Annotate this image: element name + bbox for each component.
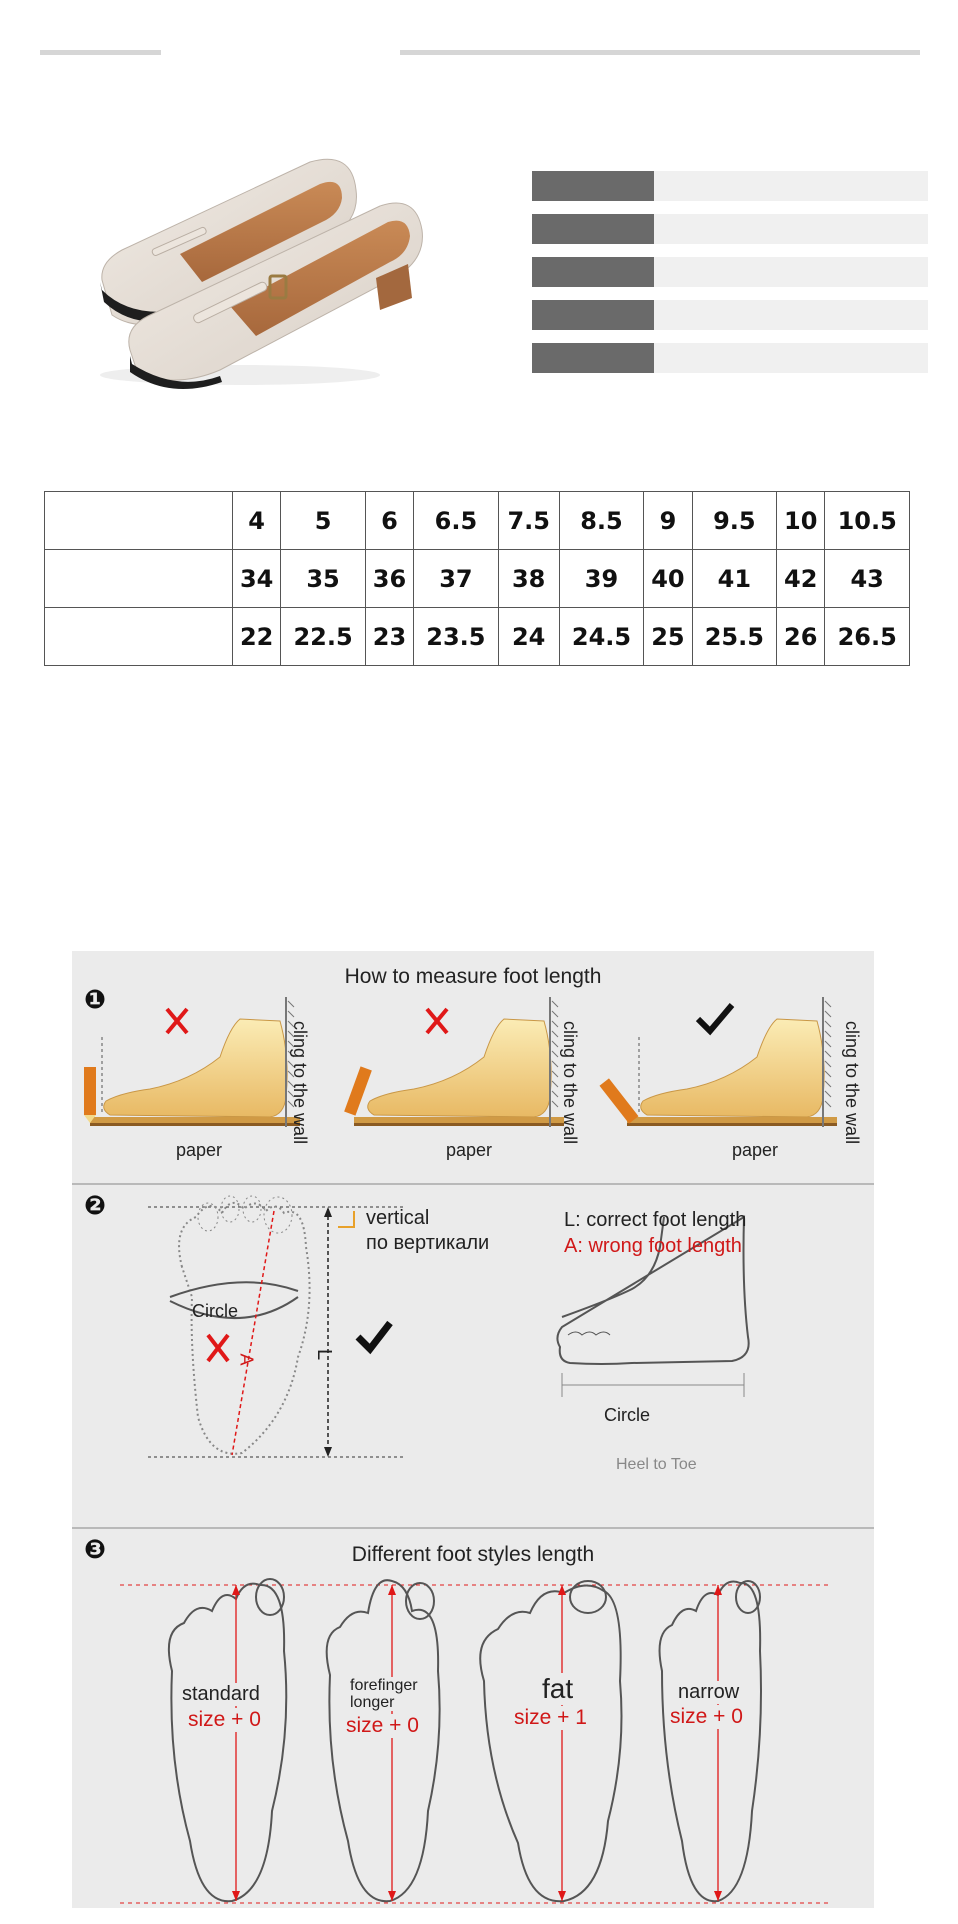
circle-label-side: Circle <box>604 1405 651 1425</box>
size-row-label <box>45 492 233 550</box>
vertical-label: vertical <box>366 1207 430 1229</box>
size-cell: 26.5 <box>825 608 910 666</box>
check-mark-icon <box>698 1005 732 1031</box>
correct-length-legend: L: correct foot length <box>564 1209 747 1231</box>
measure-panels-illustration <box>72 991 874 1131</box>
foot-length-diagram <box>72 1187 874 1467</box>
spec-row-label-block <box>532 257 654 287</box>
section-1-title: How to measure foot length <box>344 965 602 988</box>
spec-row-label-block <box>532 214 654 244</box>
foot-style-size: size + 0 <box>188 1708 261 1731</box>
spec-row-label-block <box>532 171 654 201</box>
wrong-length-legend: A: wrong foot length <box>564 1235 742 1257</box>
size-cell: 23 <box>365 608 413 666</box>
size-cell: 22.5 <box>281 608 366 666</box>
paper-label: paper <box>732 1140 779 1160</box>
size-row-label <box>45 608 233 666</box>
spec-row-label-block <box>532 343 654 373</box>
size-cell: 6.5 <box>414 492 499 550</box>
size-cell: 22 <box>233 608 281 666</box>
shoe-product-image <box>90 150 430 390</box>
size-cell: 35 <box>281 550 366 608</box>
step-3-badge: ❸ <box>84 1534 107 1564</box>
size-cell: 23.5 <box>414 608 499 666</box>
wall-label: cling to the wall <box>290 1021 310 1145</box>
size-cell: 41 <box>692 550 777 608</box>
size-cell: 34 <box>233 550 281 608</box>
foot-style-name: fat <box>542 1673 574 1704</box>
wall-label: cling to the wall <box>560 1021 580 1145</box>
size-cell: 24.5 <box>559 608 644 666</box>
size-cell: 37 <box>414 550 499 608</box>
paper-label: paper <box>176 1140 223 1160</box>
wrong-mark-icon <box>427 1009 447 1033</box>
foot-styles-illustration <box>72 1571 874 1908</box>
vertical-label-ru: по вертикали <box>366 1232 490 1254</box>
step-1-badge: ❶ <box>84 984 107 1014</box>
circle-label: Circle <box>192 1301 239 1321</box>
wrong-mark-icon <box>167 1009 187 1033</box>
size-cell: 43 <box>825 550 910 608</box>
foot-style-name: standard <box>182 1683 260 1705</box>
heel-to-toe-label: Heel to Toe <box>616 1456 697 1473</box>
size-row-cm <box>45 608 910 666</box>
size-chart-table <box>44 491 910 666</box>
foot-style-size: size + 1 <box>514 1706 587 1729</box>
size-row-label <box>45 550 233 608</box>
spec-row <box>532 300 928 330</box>
header-divider-right <box>400 50 920 55</box>
size-cell: 36 <box>365 550 413 608</box>
size-cell: 25.5 <box>692 608 777 666</box>
spec-row <box>532 171 928 201</box>
size-cell: 9.5 <box>692 492 777 550</box>
foot-style-size: size + 0 <box>346 1714 419 1737</box>
size-cell: 38 <box>498 550 559 608</box>
size-cell: 6 <box>365 492 413 550</box>
section-divider <box>72 1183 874 1185</box>
section-3-title: Different foot styles length <box>351 1543 595 1566</box>
size-cell: 40 <box>644 550 692 608</box>
spec-row <box>532 214 928 244</box>
step-2-badge: ❷ <box>84 1190 107 1220</box>
size-cell: 10.5 <box>825 492 910 550</box>
spec-row <box>532 343 928 373</box>
size-cell: 24 <box>498 608 559 666</box>
foot-style-size: size + 0 <box>670 1705 743 1728</box>
foot-measure-guide <box>72 951 874 1908</box>
size-row-eu <box>45 550 910 608</box>
size-cell: 39 <box>559 550 644 608</box>
section-divider <box>72 1527 874 1529</box>
axis-a-label: A <box>236 1353 257 1366</box>
size-cell: 26 <box>777 608 825 666</box>
size-cell: 4 <box>233 492 281 550</box>
check-mark-icon <box>358 1323 390 1349</box>
foot-style-name: narrow <box>678 1681 740 1703</box>
size-row-us <box>45 492 910 550</box>
size-cell: 25 <box>644 608 692 666</box>
paper-label: paper <box>446 1140 493 1160</box>
foot-style-name: forefinger longer <box>350 1677 434 1711</box>
wall-label: cling to the wall <box>842 1021 862 1145</box>
header-divider-left <box>40 50 161 55</box>
size-cell: 10 <box>777 492 825 550</box>
spec-row <box>532 257 928 287</box>
size-cell: 8.5 <box>559 492 644 550</box>
size-cell: 9 <box>644 492 692 550</box>
size-cell: 42 <box>777 550 825 608</box>
axis-l-label: L <box>313 1348 336 1361</box>
size-cell: 5 <box>281 492 366 550</box>
spec-row-label-block <box>532 300 654 330</box>
wrong-mark-icon <box>208 1335 228 1361</box>
size-cell: 7.5 <box>498 492 559 550</box>
